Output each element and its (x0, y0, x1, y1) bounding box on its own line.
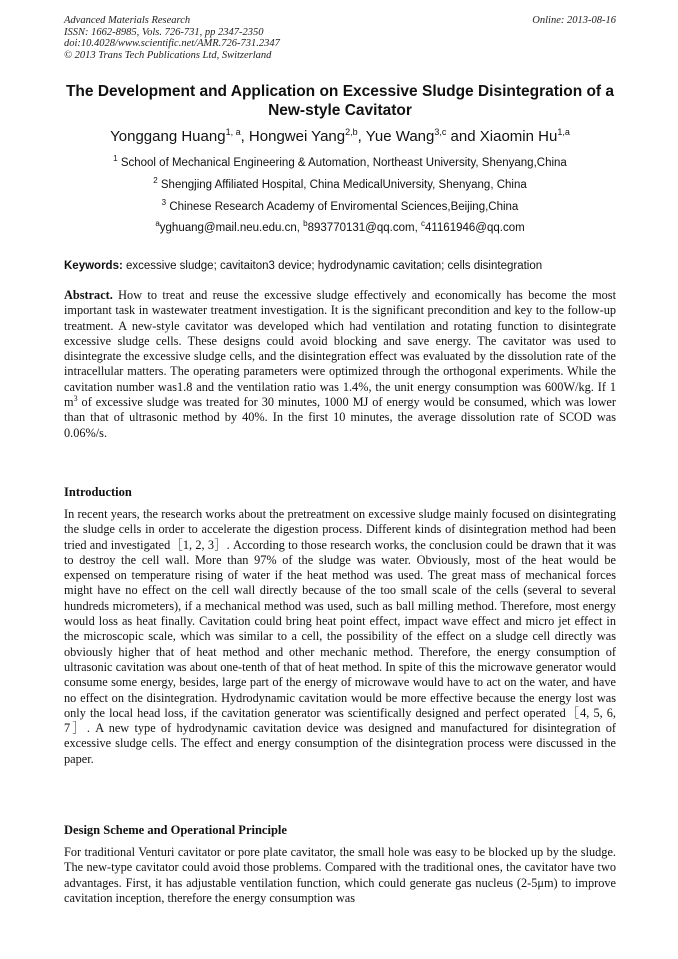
section-heading-design: Design Scheme and Operational Principle (64, 823, 287, 837)
abstract-text-continued: of excessive sludge was treated for 30 minutes, 1000 MJ of energy would be consumed, which was lower than that of ultrasonic method by 40%. In the first 10 minutes, the average dissolution rate of SCOD was 0.06%/s. (64, 395, 616, 440)
affiliation-mark: 2 (153, 176, 158, 185)
doi-line: doi:10.4028/www.scientific.net/AMR.726-731.2347 (64, 38, 280, 49)
email-line (64, 221, 616, 235)
affiliation-mark: 1 (113, 154, 118, 163)
issn-line: ISSN: 1662-8985, Vols. 726-731, pp 2347-2350 (64, 26, 264, 38)
affiliation (64, 178, 616, 192)
keywords-text: excessive sludge; cavitaiton3 device; hydrodynamic cavitation; cells disintegration (122, 260, 543, 272)
email-mark: c (420, 219, 425, 228)
affiliation-text: Shengjing Affiliated Hospital, China MedicalUniversity, Shenyang, China (160, 179, 527, 191)
keywords-label: Keywords: (64, 260, 123, 272)
affiliation-text: School of Mechanical Engineering & Automation, Northeast University, Shenyang,China (120, 157, 567, 169)
author-separator: and (446, 128, 480, 145)
journal-header (64, 15, 616, 61)
author-name: Hongwei Yang (248, 128, 346, 145)
affiliation-mark: 3 (161, 198, 167, 207)
online-date: Online: 2013-08-16 (532, 15, 616, 26)
author-list (64, 128, 616, 146)
journal-name: Advanced Materials Research (64, 15, 191, 26)
author-separator: , (357, 128, 366, 145)
introduction-paragraph: In recent years, the research works about the pretreatment on excessive sludge mainly focused on disintegrating the sludge cells in order to accelerate the digestion process. Different kinds of disintegration method had been tried and investigated［1, 2, 3］. According to those research works, the conclusion could be drawn that it was to destroy the cell wall. More than 97% of the sludge was water. Obviously, most of the heat would be expensed on temperature rising of water if the heat method was used. The great mass of mechanical forces might have no effect on the cell wall directly because of the too small scale of the cells (several to several hundreds micrometers), if a mechanical method was used, such as ball milling method. Therefore, most energy would loss as heat finally. Cavitation could bring heat point effect, impact wave effect and micro jet effect in the microscopic scale, which was similar to a cell, the possibility of the effect on a sludge cell directly was obviously higher that of heat method and other mechanic method. Therefore, the energy consumption of ultrasonic cavitation was about one-tenth of that of heat method. In spite of this the microwave generator would consume some energy, besides, large part of the energy of microwave would have to act on the water, and have no effect on the disintegration. Hydrodynamic cavitation would be more effective because the energy lost was only the local head loss, if the cavitation generator was scientifically designed and perfect operated［4, 5, 6, 7］. A new type of hydrodynamic cavitation device was designed and manufactured for disintegration of excessive sludge cells. The effect and energy consumption of the disintegration process were discussed in the paper. (64, 507, 616, 766)
abstract-text: How to treat and reuse the excessive sludge effectively and economically has become the most important task in wastewater treatment investigation. It is the significant precondition and key to the follow-up treatment. A new-style cavitator was developed which had ventilation and rotating function to disintegrate excessive sludge cells. These designs could avoid blocking and save energy. The cavitator was used to disintegrate the excessive sludge cells, and the disintegration effect was evaluated by the dissolution rate of the intracellular matters. The operating parameters were optimized through the orthogonal experiments. While the cavitation number was1.8 and the ventilation ratio was 1.4%, the unit energy consumption was 600W/kg. If 1 m (64, 288, 616, 410)
paper-title: The Development and Application on Excessive Sludge Disintegration of a New-style Cavitator (65, 83, 615, 119)
copyright-line: © 2013 Trans Tech Publications Ltd, Switzerland (64, 49, 272, 61)
abstract-label: Abstract. (64, 288, 113, 302)
section-heading-introduction: Introduction (64, 485, 132, 499)
affiliation-text: Chinese Research Academy of Enviromental Sciences,Beijing,China (169, 201, 519, 213)
author-affiliation-mark: 3,c (434, 127, 447, 137)
author-name: Yonggang Huang (110, 128, 226, 145)
author-name: Xiaomin Hu (479, 128, 558, 145)
abstract-paragraph (64, 288, 616, 441)
email-address[interactable]: yghuang@mail.neu.edu.cn, (159, 222, 304, 234)
abstract-superscript: 3 (73, 394, 78, 404)
author-affiliation-mark: 1,a (557, 127, 570, 137)
affiliation (64, 200, 616, 214)
email-address[interactable]: 893770131@qq.com, (307, 222, 421, 234)
keywords-line (64, 259, 616, 273)
email-mark: b (303, 219, 308, 228)
email-address[interactable]: 41161946@qq.com (424, 222, 525, 234)
email-mark: a (155, 219, 160, 228)
author-affiliation-mark: 1, a (225, 127, 241, 137)
design-paragraph: For traditional Venturi cavitator or pore plate cavitator, the small hole was easy to be blocked up by the sludge. The new-type cavitator could avoid those problems. Compared with the traditional ones, the cavitator have two advantages. First, it has adjustable ventilation function, which could generate gas nucleus (2-5μm) to improve cavitation inception, therefore the energy consumption was (64, 845, 616, 905)
author-name: Yue Wang (365, 128, 435, 145)
affiliation (64, 156, 616, 170)
author-separator: , (240, 128, 249, 145)
author-affiliation-mark: 2,b (345, 127, 358, 137)
